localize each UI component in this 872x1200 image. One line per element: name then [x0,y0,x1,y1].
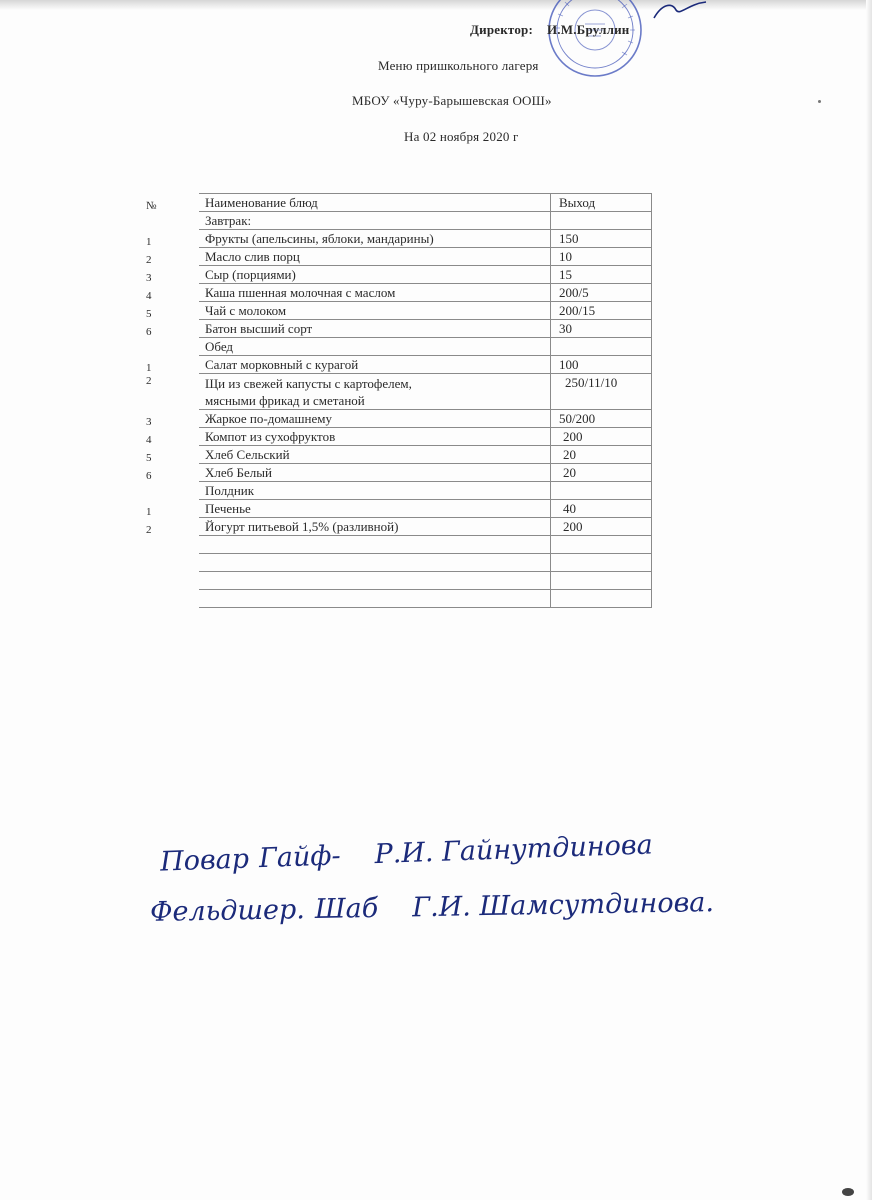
row-output: 50/200 [551,410,652,428]
row-num: 1 [146,361,152,374]
row-dish: Батон высший сорт [199,320,551,338]
row-output [551,482,652,500]
row-output: 200/5 [551,284,652,302]
table-row [140,518,652,536]
row-output: 30 [551,320,652,338]
empty-row [140,572,652,590]
row-output: 15 [551,266,652,284]
table-row [140,410,652,428]
row-num [140,482,199,500]
empty-row [140,554,652,572]
table-row [140,446,652,464]
paramedic-signature [150,887,714,928]
row-output: 200 [551,518,652,536]
row-output [551,212,652,230]
row-dish [199,374,551,410]
row-output: 20 [551,446,652,464]
table-row [140,212,652,230]
row-num: 6 [146,325,152,338]
row-dish-line2: мясными фрикад и сметаной [205,393,365,408]
row-num: 2 [146,374,152,387]
row-dish: Жаркое по-домашнему [199,410,551,428]
row-num: 5 [146,307,152,320]
director-name: И.М.Бруллин [547,22,630,37]
row-dish: Компот из сухофруктов [199,428,551,446]
row-num [140,212,199,230]
cook-name: Р.И. Гайнутдинова [374,829,654,871]
table-row [140,464,652,482]
paramedic-role: Фельдшер. [149,894,306,928]
row-num: 4 [146,433,152,446]
table-row [140,482,652,500]
menu-date: На 02 ноября 2020 г [404,129,519,144]
menu-table [140,193,652,608]
table-row [140,320,652,338]
row-num: 1 [146,505,152,518]
row-num: 2 [146,523,152,536]
row-output: 250/11/10 [551,374,652,410]
table-row [140,230,652,248]
row-dish: Фрукты (апельсины, яблоки, мандарины) [199,230,551,248]
row-dish: Йогурт питьевой 1,5% (разливной) [199,518,551,536]
row-dish: Хлеб Белый [199,464,551,482]
table-row [140,356,652,374]
round-stamp-seal [545,0,645,80]
table-row [140,266,652,284]
header-num: № [146,199,157,212]
cook-signature [160,829,654,877]
row-dish: Сыр (порциями) [199,266,551,284]
table-row [140,338,652,356]
row-dish: Печенье [199,500,551,518]
director-signature [650,0,710,20]
empty-row [140,536,652,554]
row-num [140,338,199,356]
row-output: 150 [551,230,652,248]
director-label: Директор: [470,22,533,37]
row-num: 4 [146,289,152,302]
empty-row [140,590,652,608]
row-dish: Хлеб Сельский [199,446,551,464]
cook-scribble: Гайф- [258,840,342,875]
row-num: 3 [146,415,152,428]
table-row [140,284,652,302]
row-num: 5 [146,451,152,464]
header-output: Выход [551,194,652,212]
scan-edge-right [866,0,872,1200]
table-header-row [140,194,652,212]
row-dish: Салат морковный с курагой [199,356,551,374]
menu-title: Меню пришкольного лагеря [378,58,539,73]
row-num: 2 [146,253,152,266]
row-num: 6 [146,469,152,482]
table-row [140,248,652,266]
table-row [140,500,652,518]
row-dish: Чай с молоком [199,302,551,320]
row-dish: Масло слив порц [199,248,551,266]
row-output: 200 [551,428,652,446]
paramedic-scribble: Шаб [314,892,379,926]
table-row [140,374,652,410]
scan-speck [842,1188,854,1196]
row-output [551,338,652,356]
table-row [140,302,652,320]
section-breakfast: Завтрак: [199,212,551,230]
paramedic-name: Г.И. Шамсутдинова. [411,887,715,924]
section-lunch: Обед [199,338,551,356]
row-output: 200/15 [551,302,652,320]
cook-role: Повар [159,843,250,878]
section-snack: Полдник [199,482,551,500]
row-dish: Каша пшенная молочная с маслом [199,284,551,302]
row-dish-line1: Щи из свежей капусты с картофелем, [205,376,412,391]
row-output: 20 [551,464,652,482]
scan-speck [818,100,821,103]
row-output: 100 [551,356,652,374]
row-num: 1 [146,235,152,248]
row-output: 40 [551,500,652,518]
school-name: МБОУ «Чуру-Барышевская ООШ» [352,93,552,108]
row-output: 10 [551,248,652,266]
table-row [140,428,652,446]
director-line [470,22,629,38]
header-dish: Наименование блюд [199,194,551,212]
scan-edge [0,0,872,10]
row-num: 3 [146,271,152,284]
